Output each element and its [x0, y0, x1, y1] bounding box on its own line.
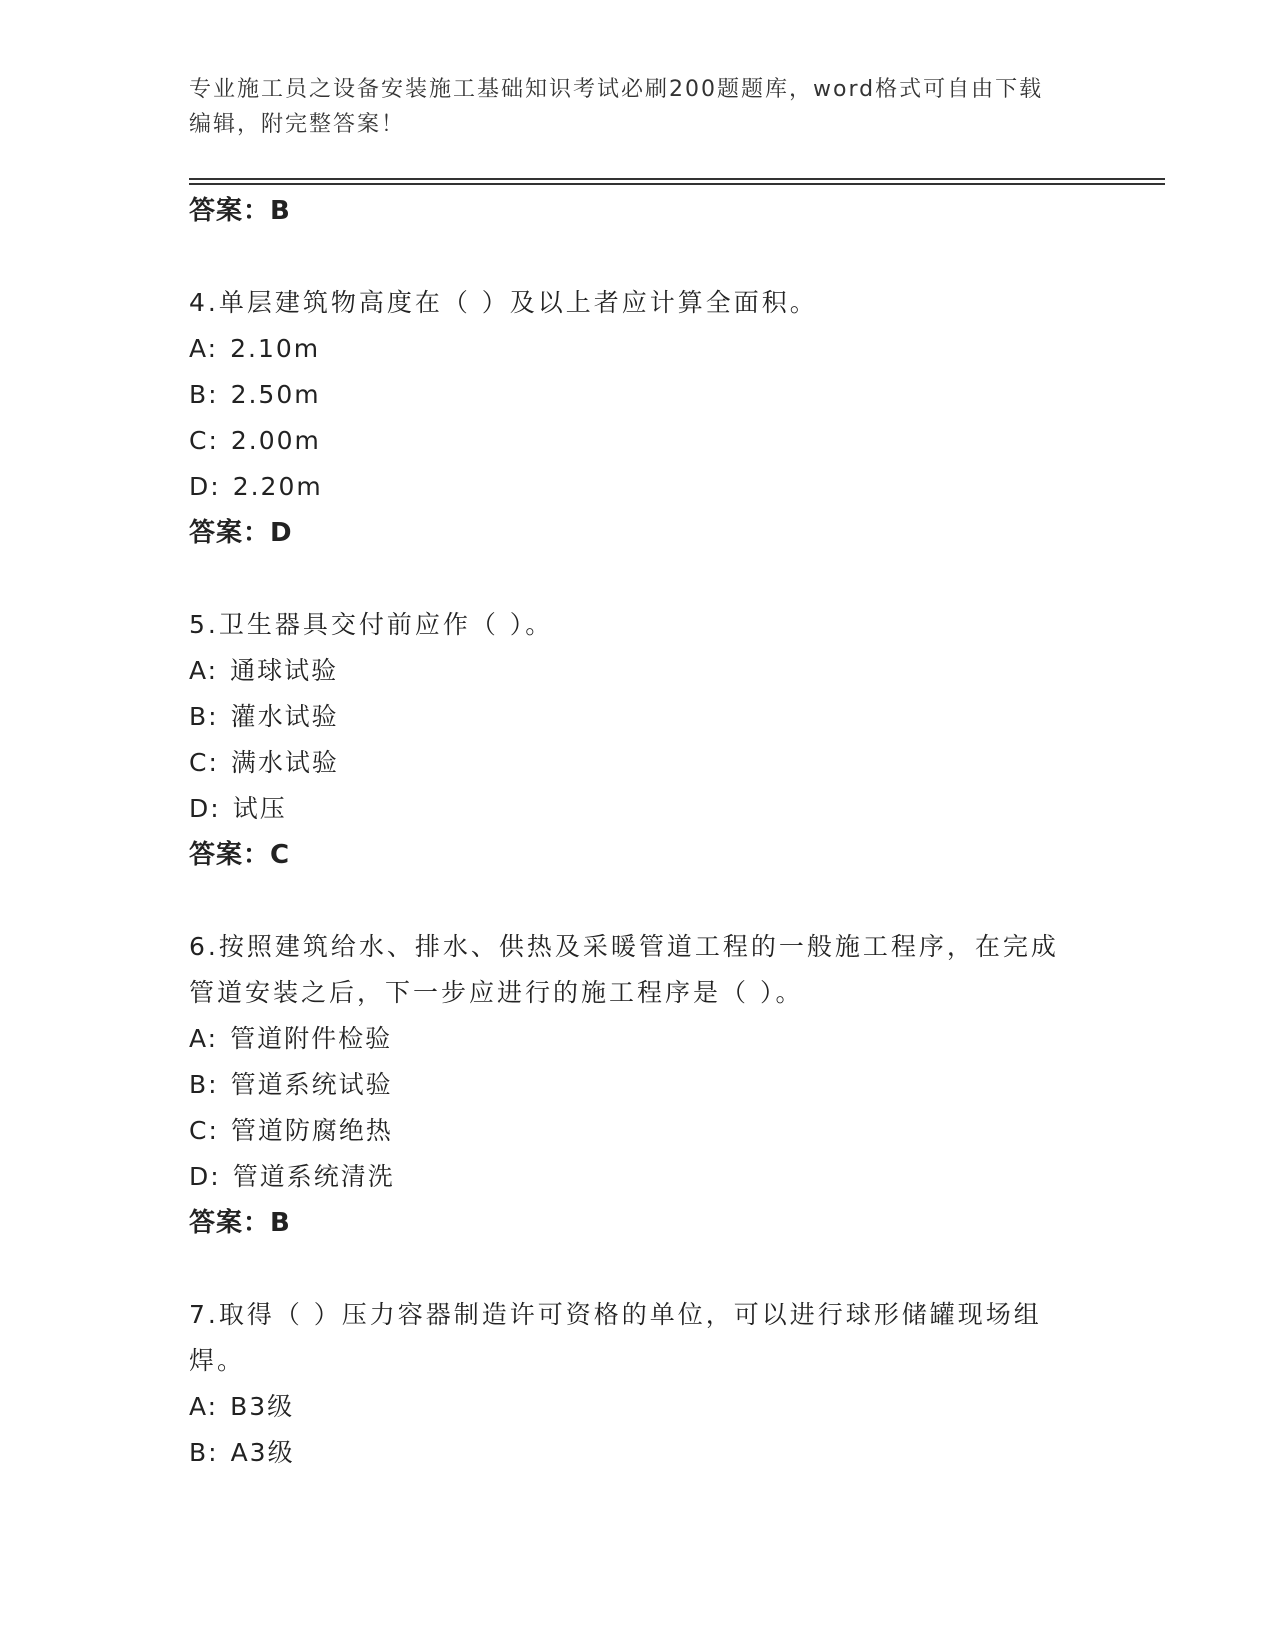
option-key: B:	[189, 1438, 219, 1467]
question-list	[189, 188, 1089, 1476]
answer-line: 答案：B	[189, 196, 291, 226]
question-stem: 4.单层建筑物高度在（ ）及以上者应计算全面积。	[189, 288, 818, 317]
option-text: 管道附件检验	[230, 1024, 393, 1053]
option-b	[189, 372, 1089, 418]
option-b	[189, 1062, 1089, 1108]
option-text: 2.50m	[230, 380, 321, 409]
header-line-1: 专业施工员之设备安装施工基础知识考试必刷200题题库，word格式可自由下载	[189, 77, 1044, 102]
option-a	[189, 326, 1089, 372]
option-d	[189, 1154, 1089, 1200]
spacer	[189, 556, 1089, 602]
option-text: 试压	[232, 794, 287, 823]
option-key: D:	[189, 472, 221, 501]
question-block	[189, 1292, 1089, 1476]
option-a	[189, 1384, 1089, 1430]
option-text: B3级	[230, 1392, 295, 1421]
header-line-2: 编辑，附完整答案！	[189, 112, 406, 137]
spacer	[189, 1246, 1089, 1292]
answer-line: 答案：C	[189, 840, 291, 870]
option-text: 2.00m	[230, 426, 321, 455]
option-text: 灌水试验	[230, 702, 339, 731]
option-key: C:	[189, 426, 219, 455]
question-stem: 5.卫生器具交付前应作（ ）。	[189, 610, 554, 639]
answer-line: 答案：D	[189, 518, 293, 548]
option-key: A:	[189, 1024, 219, 1053]
answer-line: 答案：B	[189, 1208, 291, 1238]
option-key: A:	[189, 656, 219, 685]
option-text: A3级	[230, 1438, 295, 1467]
option-d	[189, 464, 1089, 510]
option-text: 2.10m	[230, 334, 321, 363]
option-text: 管道防腐绝热	[230, 1116, 393, 1145]
option-key: A:	[189, 1392, 219, 1421]
option-key: C:	[189, 748, 219, 777]
option-key: B:	[189, 380, 219, 409]
page-header	[189, 72, 1089, 142]
option-text: 2.20m	[232, 472, 323, 501]
header-rule-top	[189, 178, 1165, 180]
option-a	[189, 648, 1089, 694]
option-c	[189, 1108, 1089, 1154]
option-key: B:	[189, 1070, 219, 1099]
option-text: 管道系统清洗	[232, 1162, 395, 1191]
spacer	[189, 234, 1089, 280]
option-d	[189, 786, 1089, 832]
question-block	[189, 280, 1089, 556]
option-text: 满水试验	[230, 748, 339, 777]
question-stem: 6.按照建筑给水、排水、供热及采暖管道工程的一般施工程序，在完成管道安装之后，下一步应进行的施工程序是（ ）。	[189, 932, 1059, 1007]
header-rule-bottom	[189, 183, 1165, 185]
option-c	[189, 418, 1089, 464]
question-block	[189, 924, 1089, 1246]
option-text: 通球试验	[230, 656, 339, 685]
option-b	[189, 1430, 1089, 1476]
question-stem: 7.取得（ ）压力容器制造许可资格的单位，可以进行球形储罐现场组焊。	[189, 1300, 1042, 1375]
option-b	[189, 694, 1089, 740]
spacer	[189, 878, 1089, 924]
question-block	[189, 602, 1089, 878]
option-key: B:	[189, 702, 219, 731]
option-key: C:	[189, 1116, 219, 1145]
option-key: D:	[189, 1162, 221, 1191]
option-key: A:	[189, 334, 219, 363]
option-key: D:	[189, 794, 221, 823]
option-c	[189, 740, 1089, 786]
option-text: 管道系统试验	[230, 1070, 393, 1099]
option-a	[189, 1016, 1089, 1062]
